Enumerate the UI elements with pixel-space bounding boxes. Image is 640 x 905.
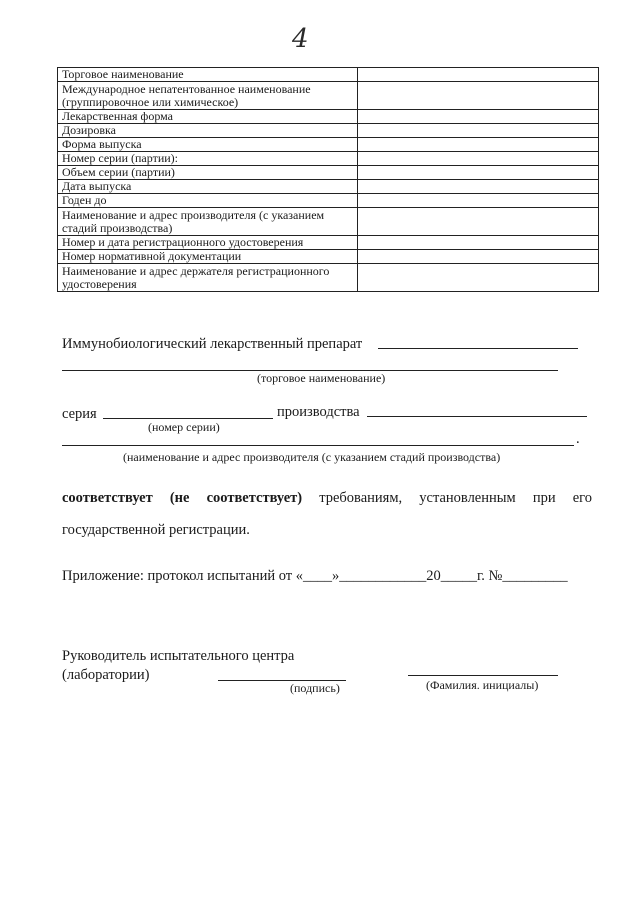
row-value[interactable] [358, 194, 599, 208]
row-label: Дата выпуска [58, 180, 358, 194]
requirements-line-2: государственной регистрации. [62, 522, 250, 538]
row-value[interactable] [358, 82, 599, 110]
table-row [58, 236, 599, 250]
row-label: Лекарственная форма [58, 110, 358, 124]
production-blank[interactable] [367, 416, 587, 417]
row-value[interactable] [358, 250, 599, 264]
manufacturer-caption: (наименование и адрес производителя (с указанием стадий производства) [123, 450, 501, 464]
row-label: Номер нормативной документации [58, 250, 358, 264]
table-row [58, 264, 599, 292]
period: . [576, 431, 580, 447]
manufacturer-blank[interactable] [62, 445, 574, 446]
series-number-blank[interactable] [103, 418, 273, 419]
signature-caption: (подпись) [290, 681, 340, 695]
table-row [58, 180, 599, 194]
table-row [58, 110, 599, 124]
attachment-text: Приложение: протокол испытаний от «____»____________20_____г. №_________ [62, 568, 568, 584]
row-label: Международное непатентованное наименование (группировочное или химическое) [58, 82, 358, 110]
row-label: Объем серии (партии) [58, 166, 358, 180]
product-properties-table [57, 67, 599, 292]
compliance-statement [62, 490, 592, 507]
row-value[interactable] [358, 68, 599, 82]
series-number-caption: (номер серии) [148, 420, 220, 434]
name-blank[interactable] [408, 675, 558, 676]
table-row [58, 138, 599, 152]
head-title-line-2: (лаборатории) [62, 667, 150, 683]
row-value[interactable] [358, 124, 599, 138]
table-row [58, 68, 599, 82]
not-complies-text: (не соответствует) [169, 490, 303, 506]
row-label: Наименование и адрес производителя (с указанием стадий производства) [58, 208, 358, 236]
requirements-word: его [572, 490, 592, 506]
row-value[interactable] [358, 110, 599, 124]
row-value[interactable] [358, 236, 599, 250]
requirements-word: установленным [419, 490, 516, 506]
row-label: Дозировка [58, 124, 358, 138]
row-value[interactable] [358, 166, 599, 180]
row-value[interactable] [358, 152, 599, 166]
row-label: Номер и дата регистрационного удостоверения [58, 236, 358, 250]
row-label: Годен до [58, 194, 358, 208]
row-label: Наименование и адрес держателя регистрационного удостоверения [58, 264, 358, 292]
name-caption: (Фамилия. инициалы) [426, 678, 539, 692]
row-value[interactable] [358, 138, 599, 152]
series-label: серия [62, 406, 97, 422]
requirements-word: при [532, 490, 556, 506]
row-label: Торговое наименование [58, 68, 358, 82]
product-label: Иммунобиологический лекарственный препарат [62, 336, 363, 352]
table-row [58, 152, 599, 166]
head-title-line-1: Руководитель испытательного центра [62, 648, 295, 664]
table-row [58, 208, 599, 236]
row-value[interactable] [358, 264, 599, 292]
table-row [58, 166, 599, 180]
row-label: Номер серии (партии): [58, 152, 358, 166]
table-row [58, 250, 599, 264]
complies-text: соответствует [62, 490, 153, 506]
trade-name-caption: (торговое наименование) [257, 371, 386, 385]
table-row [58, 82, 599, 110]
row-label: Форма выпуска [58, 138, 358, 152]
page-number: 4 [292, 24, 309, 54]
row-value[interactable] [358, 180, 599, 194]
table-row [58, 194, 599, 208]
production-label: производства [277, 404, 360, 420]
trade-name-blank[interactable] [378, 348, 578, 349]
row-value[interactable] [358, 208, 599, 236]
table-row [58, 124, 599, 138]
requirements-word: требованиям, [319, 490, 403, 506]
